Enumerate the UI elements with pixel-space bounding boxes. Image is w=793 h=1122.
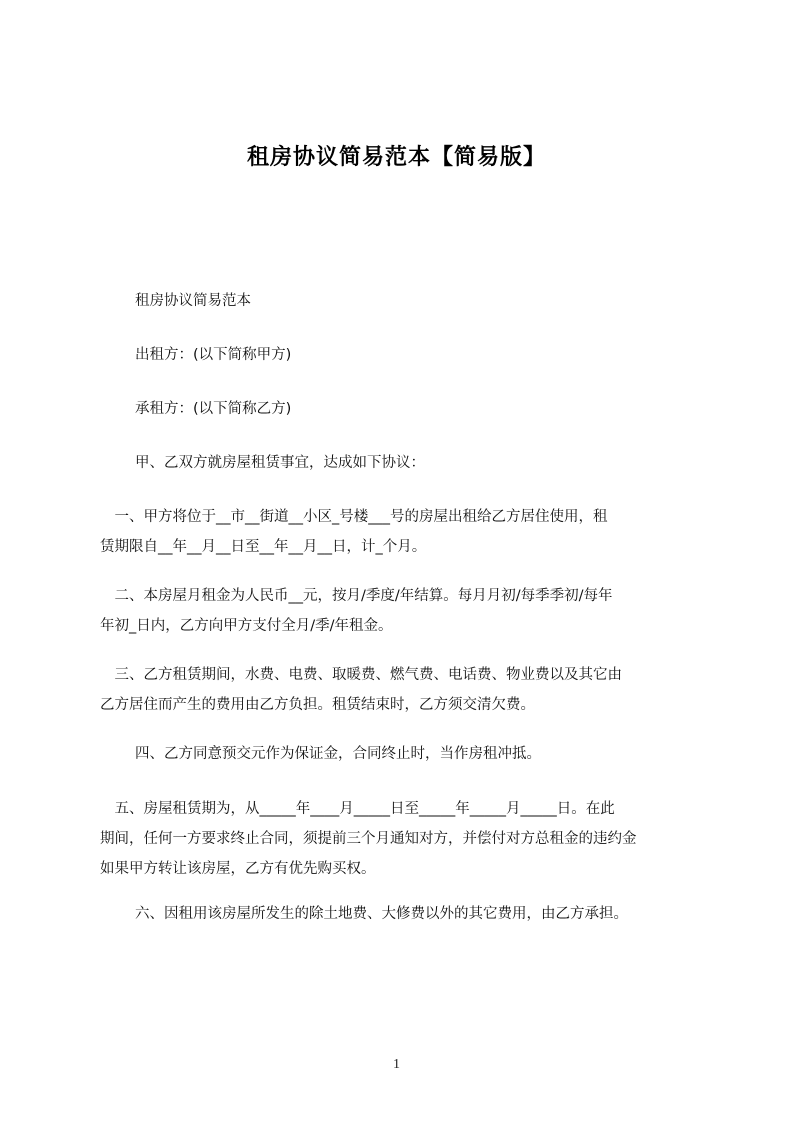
clause-2: [100, 581, 700, 641]
lessor-line: 出租方：(以下简称甲方): [135, 347, 292, 363]
clause-1-line-2: 赁期限自__年__月__日至__年__月__日，计_个月。: [100, 539, 427, 555]
clause-5-line-3: 如果甲方转让该房屋，乙方有优先购买权。: [100, 861, 376, 877]
agreement-heading: 租房协议简易范本: [135, 293, 251, 309]
clause-1: [100, 502, 700, 562]
clause-3: [100, 660, 700, 720]
clause-5-line-2: 期间，任何一方要求终止合同，须提前三个月通知对方，并偿付对方总租金的违约金: [100, 831, 637, 847]
lessee-line: 承租方：(以下简称乙方): [135, 401, 292, 417]
clause-2-line-2: 年初_日内，乙方向甲方支付全月/季/年租金。: [100, 618, 393, 634]
clause-5-line-1: 五、房屋租赁期为，从_____年____月_____日至_____年_____月_____日。在此: [100, 801, 615, 817]
clause-3-line-2: 乙方居住而产生的费用由乙方负担。租赁结束时，乙方须交清欠费。: [100, 697, 535, 713]
clause-1-line-1: 一、甲方将位于__市__街道__小区_号楼___号的房屋出租给乙方居住使用，租: [100, 509, 608, 525]
clause-6: 六、因租用该房屋所发生的除土地费、大修费以外的其它费用，由乙方承担。: [135, 906, 628, 922]
document-title: 租房协议简易范本【简易版】: [246, 145, 546, 170]
page-number: 1: [393, 1057, 400, 1072]
clause-4: 四、乙方同意预交元作为保证金，合同终止时，当作房租冲抵。: [135, 746, 541, 762]
clause-2-line-1: 二、本房屋月租金为人民币__元，按月/季度/年结算。每月月初/每季季初/每年: [100, 588, 613, 604]
clause-5: [100, 794, 700, 884]
clause-3-line-1: 三、乙方租赁期间，水费、电费、取暖费、燃气费、电话费、物业费以及其它由: [100, 667, 622, 683]
intro-line: 甲、乙双方就房屋租赁事宜，达成如下协议：: [135, 455, 425, 471]
